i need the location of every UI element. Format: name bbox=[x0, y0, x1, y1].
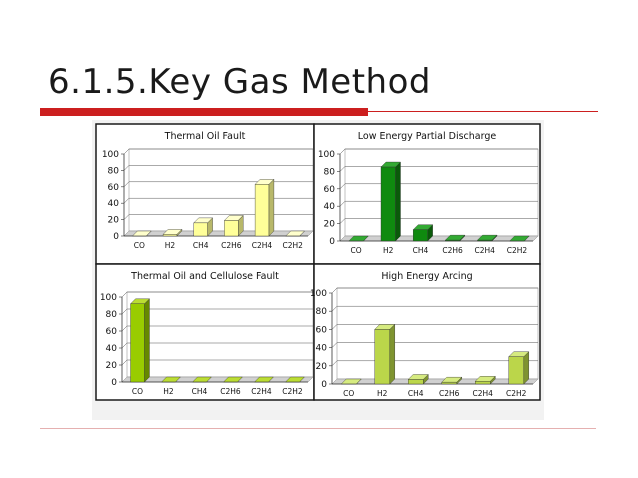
chart-panel-3 bbox=[310, 264, 540, 400]
x-tick-label: CH4 bbox=[191, 387, 208, 396]
y-tick-label: 100 bbox=[317, 150, 335, 160]
plot-floor bbox=[124, 231, 313, 236]
x-tick-label: C2H4 bbox=[251, 387, 272, 396]
plot-back-wall bbox=[337, 288, 538, 379]
bar-front bbox=[509, 357, 524, 384]
bar-ch4 bbox=[413, 225, 432, 241]
x-tick-label: C2H2 bbox=[506, 389, 527, 398]
bar-side bbox=[524, 352, 529, 384]
bar-side bbox=[395, 162, 400, 241]
x-tick-label: H2 bbox=[377, 389, 388, 398]
x-tick-label: C2H4 bbox=[251, 241, 273, 250]
bar-side bbox=[144, 299, 149, 382]
bar-front bbox=[194, 223, 208, 236]
plot-floor bbox=[122, 377, 313, 382]
bar-ch4 bbox=[194, 218, 213, 236]
bar-front bbox=[478, 240, 492, 241]
title-underline-bar bbox=[40, 108, 368, 116]
bar-front bbox=[413, 230, 427, 241]
bar-front bbox=[381, 167, 395, 241]
x-tick-label: CH4 bbox=[192, 241, 209, 250]
bar-c2h4 bbox=[255, 179, 274, 236]
x-tick-label: C2H6 bbox=[221, 241, 242, 250]
panel-title: Low Energy Partial Discharge bbox=[357, 131, 497, 142]
panel-title: High Energy Arcing bbox=[381, 271, 473, 282]
bar-co bbox=[131, 299, 150, 382]
y-tick-label: 60 bbox=[105, 327, 117, 337]
plot-back-wall bbox=[345, 149, 538, 236]
y-tick-label: 60 bbox=[323, 184, 335, 195]
y-tick-label: 0 bbox=[329, 237, 335, 247]
chart-panel-1 bbox=[314, 124, 540, 264]
x-tick-label: C2H4 bbox=[472, 389, 493, 398]
bar-side bbox=[269, 179, 274, 236]
chart-panel-0 bbox=[96, 124, 314, 264]
chart-figure bbox=[92, 120, 544, 420]
plot-back-wall bbox=[127, 292, 313, 377]
bar-front bbox=[375, 329, 390, 384]
y-tick-label: 80 bbox=[107, 166, 119, 177]
y-tick-label: 40 bbox=[315, 343, 327, 354]
bar-front bbox=[224, 220, 238, 236]
x-tick-label: CH4 bbox=[407, 389, 424, 398]
y-tick-label: 40 bbox=[323, 202, 335, 213]
y-tick-label: 40 bbox=[107, 199, 119, 210]
x-tick-label: CO bbox=[131, 387, 144, 396]
plot-floor bbox=[332, 379, 538, 384]
x-tick-label: C2H6 bbox=[442, 246, 463, 255]
y-tick-label: 40 bbox=[105, 344, 117, 354]
bar-front bbox=[442, 382, 457, 384]
y-tick-label: 80 bbox=[323, 167, 335, 178]
plot-floor bbox=[340, 236, 538, 241]
bar-front bbox=[255, 184, 269, 236]
y-tick-label: 20 bbox=[105, 361, 117, 371]
y-tick-label: 100 bbox=[309, 289, 327, 299]
x-tick-label: C2H6 bbox=[439, 389, 460, 398]
x-tick-label: C2H2 bbox=[282, 387, 303, 396]
bar-side bbox=[390, 324, 395, 384]
bar-h2 bbox=[381, 162, 400, 241]
x-tick-label: CO bbox=[350, 246, 362, 255]
y-tick-label: 20 bbox=[107, 215, 119, 226]
y-tick-label: 60 bbox=[107, 182, 119, 193]
y-tick-label: 60 bbox=[315, 325, 327, 336]
bar-front bbox=[163, 234, 177, 236]
footer-rule bbox=[40, 428, 596, 429]
y-tick-label: 80 bbox=[315, 307, 327, 318]
panel-title: Thermal Oil Fault bbox=[164, 131, 246, 142]
y-tick-label: 20 bbox=[315, 361, 327, 372]
panel-title: Thermal Oil and Cellulose Fault bbox=[131, 271, 279, 282]
chart-panel-2 bbox=[96, 264, 314, 400]
bar-c2h2 bbox=[509, 352, 529, 384]
bar-front bbox=[475, 381, 490, 384]
x-tick-label: CO bbox=[343, 389, 355, 398]
x-tick-label: CO bbox=[133, 241, 145, 250]
y-tick-label: 80 bbox=[105, 310, 117, 320]
y-tick-label: 0 bbox=[111, 378, 117, 388]
x-tick-label: C2H2 bbox=[282, 241, 303, 250]
slide-title: 6.1.5.Key Gas Method bbox=[48, 62, 431, 102]
y-tick-label: 0 bbox=[321, 380, 327, 390]
bar-h2 bbox=[375, 324, 395, 384]
title-underline-line bbox=[368, 111, 598, 112]
plot-back-wall bbox=[129, 149, 313, 231]
y-tick-label: 0 bbox=[113, 232, 119, 242]
x-tick-label: CH4 bbox=[412, 246, 429, 255]
y-tick-label: 100 bbox=[99, 293, 117, 303]
x-tick-label: H2 bbox=[164, 241, 176, 250]
x-tick-label: H2 bbox=[383, 246, 394, 255]
y-tick-label: 20 bbox=[323, 219, 335, 230]
key-gas-charts bbox=[92, 120, 544, 420]
bar-front bbox=[131, 304, 145, 382]
x-tick-label: C2H2 bbox=[506, 246, 528, 255]
bar-front bbox=[445, 240, 459, 241]
x-tick-label: C2H6 bbox=[220, 387, 241, 396]
bar-c2h6 bbox=[224, 215, 243, 236]
y-tick-label: 100 bbox=[101, 150, 119, 160]
bar-front bbox=[408, 379, 423, 384]
x-tick-label: C2H4 bbox=[474, 246, 495, 255]
x-tick-label: H2 bbox=[163, 387, 174, 396]
